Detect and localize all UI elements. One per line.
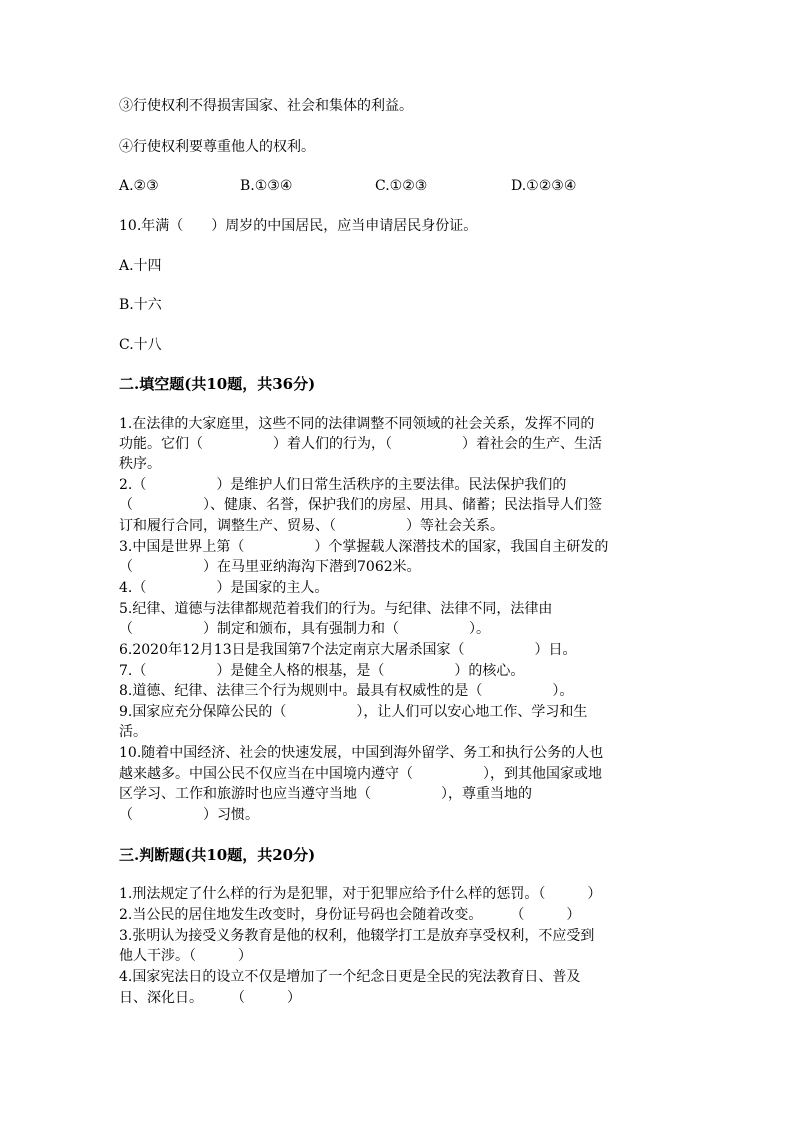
q10-option-b: B.十六: [119, 297, 162, 313]
q9-option-b: B.①③④: [240, 178, 293, 194]
section-2-heading: 二.填空题(共10题，共36分): [119, 375, 316, 393]
judge-line: 1.刑法规定了什么样的行为是犯罪，对于犯罪应给予什么样的惩罚。（ ）: [119, 886, 602, 902]
judge-line: 他人干涉。（ ）: [119, 948, 252, 964]
judge-line: 3.张明认为接受义务教育是他的权利，他辍学打工是放弃享受权利，不应受到: [119, 928, 595, 944]
fill-line: 4.（ ）是国家的主人。: [119, 580, 329, 596]
statement-4: ④行使权利要尊重他人的权利。: [119, 139, 315, 155]
q9-option-d: D.①②③④: [511, 178, 577, 194]
section-3-heading: 三.判断题(共10题，共20分): [119, 846, 316, 864]
q10-option-c: C.十八: [119, 337, 162, 353]
q10-stem: 10.年满（ ）周岁的中国居民，应当申请居民身份证。: [119, 218, 478, 234]
fill-line: 3.中国是世界上第（ ）个掌握载人深潜技术的国家，我国自主研发的: [119, 539, 609, 555]
fill-line: 9.国家应充分保障公民的（ ），让人们可以安心地工作、学习和生: [119, 704, 588, 720]
fill-line: （ ）习惯。: [119, 807, 259, 823]
q9-option-c: C.①②③: [375, 178, 428, 194]
fill-line: 7.（ ）是健全人格的根基，是（ ）的核心。: [119, 663, 525, 679]
q10-option-a: A.十四: [119, 258, 162, 274]
fill-line: （ ）在马里亚纳海沟下潜到7062米。: [119, 559, 421, 575]
judge-line: 4.国家宪法日的设立不仅是增加了一个纪念日更是全民的宪法教育日、普及: [119, 969, 581, 985]
fill-line: 5.纪律、道德与法律都规范着我们的行为。与纪律、法律不同，法律由: [119, 601, 553, 617]
fill-line: 区学习、工作和旅游时也应当遵守当地（ ），尊重当地的: [119, 786, 532, 802]
fill-line: 活。: [119, 724, 147, 740]
judge-line: 2.当公民的居住地发生改变时，身份证号码也会随着改变。 （ ）: [119, 907, 581, 923]
fill-line: 2.（ ）是维护人们日常生活秩序的主要法律。民法保护我们的: [119, 477, 567, 493]
statement-3: ③行使权利不得损害国家、社会和集体的利益。: [119, 98, 413, 114]
fill-line: 订和履行合同，调整生产、贸易、（ ）等社会关系。: [119, 518, 504, 534]
fill-line: 越来越多。中国公民不仅应当在中国境内遵守（ ），到其他国家或地: [119, 766, 602, 782]
fill-line: 秩序。: [119, 456, 161, 472]
fill-line: 功能。它们（ ）着人们的行为，（ ）着社会的生产、生活: [119, 436, 602, 452]
fill-line: 6.2020年12月13日是我国第7个法定南京大屠杀国家（ ）日。: [119, 642, 577, 658]
fill-line: （ ）制定和颁布，具有强制力和（ ）。: [119, 621, 490, 637]
judge-line: 日、深化日。 （ ）: [119, 990, 301, 1006]
q9-option-a: A.②③: [119, 178, 159, 194]
fill-line: （ ）、健康、名誉，保护我们的房屋、用具、储蓄；民法指导人们签: [119, 497, 602, 513]
fill-line: 10.随着中国经济、社会的快速发展，中国到海外留学、务工和执行公务的人也: [119, 745, 604, 761]
fill-line: 1.在法律的大家庭里，这些不同的法律调整不同领域的社会关系，发挥不同的: [119, 416, 595, 432]
fill-line: 8.道德、纪律、法律三个行为规则中。最具有权威性的是（ ）。: [119, 683, 574, 699]
